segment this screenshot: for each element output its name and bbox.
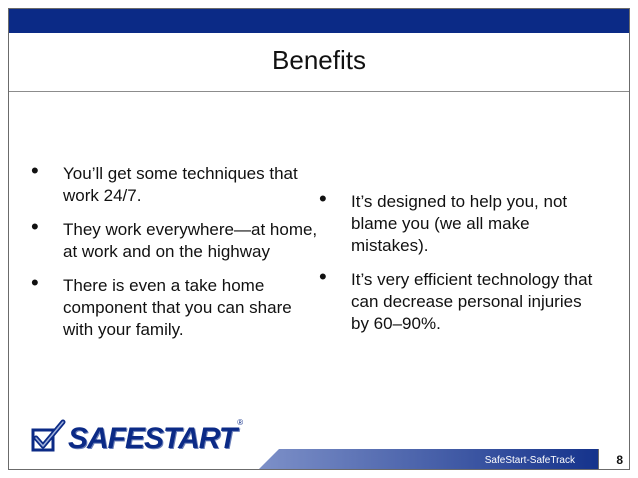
bullet-dot-icon: • bbox=[31, 158, 39, 183]
page-number-box bbox=[598, 449, 629, 469]
bullet-item bbox=[319, 264, 599, 335]
footer-label: SafeStart-SafeTrack bbox=[484, 455, 575, 466]
slide-title: Benefits bbox=[272, 45, 366, 75]
bullet-dot-icon: • bbox=[31, 270, 39, 295]
bullet-item bbox=[31, 158, 321, 207]
bullet-text: It’s very efficient technology that can decrease personal injuries by 60–90%. bbox=[351, 270, 593, 333]
bullet-text: It’s designed to help you, not blame you (we all make mistakes). bbox=[351, 192, 568, 255]
top-header-bar bbox=[9, 9, 629, 33]
bullet-text: There is even a take home component that you can share with your family. bbox=[63, 276, 292, 339]
bullet-item bbox=[31, 214, 321, 263]
bullet-dot-icon: • bbox=[319, 186, 327, 211]
right-bullet-list bbox=[319, 186, 599, 347]
bullet-dot-icon: • bbox=[31, 214, 39, 239]
bullet-item bbox=[319, 186, 599, 257]
logo-wordmark: SAFESTART bbox=[68, 422, 237, 455]
registered-mark: ® bbox=[237, 418, 244, 427]
safestart-logo bbox=[30, 418, 243, 454]
checkbox-check-icon bbox=[30, 418, 66, 454]
bullet-item bbox=[31, 270, 321, 341]
bullet-dot-icon: • bbox=[319, 264, 327, 289]
bullet-text: You’ll get some techniques that work 24/7. bbox=[63, 164, 298, 205]
slide bbox=[8, 8, 630, 470]
left-bullet-list bbox=[31, 158, 321, 353]
bullet-text: They work everywhere—at home, at work and on the highway bbox=[63, 220, 318, 261]
title-divider bbox=[9, 91, 629, 92]
page-number: 8 bbox=[616, 453, 623, 467]
